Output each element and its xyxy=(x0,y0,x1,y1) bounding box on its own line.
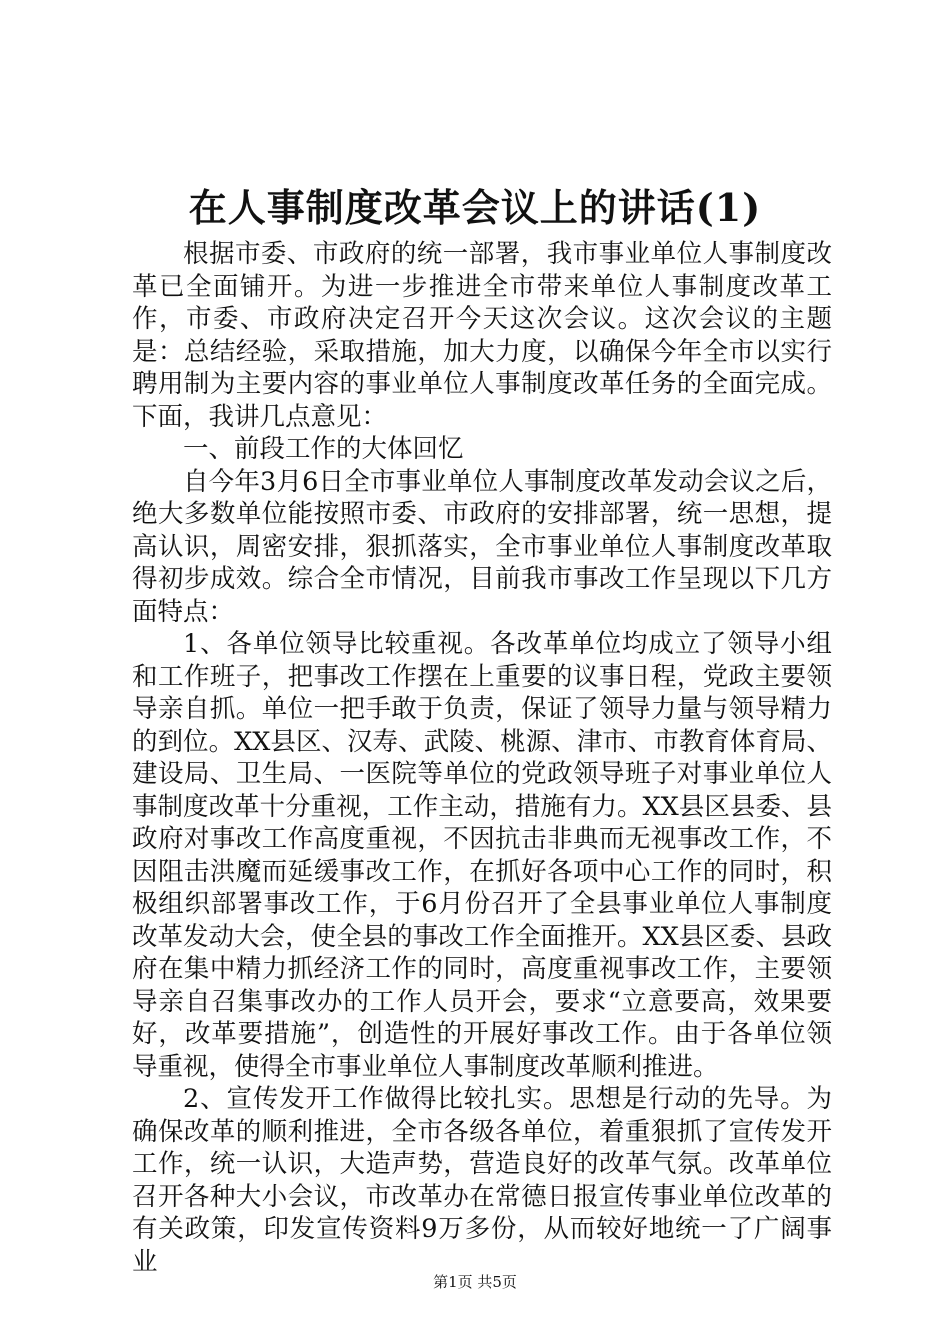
paragraph-intro: 根据市委、市政府的统一部署，我市事业单位人事制度改革已全面铺开。为进一步推进全市带来单位人事制度改革工作，市委、市政府决定召开今天这次会议。这次会议的主题是：总结经验，采取措施，加大力度，以确保今年全市以实行聘用制为主要内容的事业单位人事制度改革任务的全面完成。下面，我讲几点意见： xyxy=(132,239,832,432)
paragraph-point-1: 1、各单位领导比较重视。各改革单位均成立了领导小组和工作班子，把事改工作摆在上重要的议事日程，党政主要领导亲自抓。单位一把手敢于负责，保证了领导力量与领导精力的到位。XX县区、汉寿、武陵、桃源、津市、市教育体育局、建设局、卫生局、一医院等单位的党政领导班子对事业单位人事制度改革十分重视，工作主动，措施有力。XX县区县委、县政府对事改工作高度重视，不因抗击非典而无视事改工作，不因阻击洪魔而延缓事改工作，在抓好各项中心工作的同时，积极组织部署事改工作，于6月份召开了全县事业单位人事制度改革发动大会，使全县的事改工作全面推开。XX县区委、县政府在集中精力抓经济工作的同时，高度重视事改工作，主要领导亲自召集事改办的工作人员开会，要求“立意要高，效果要好，改革要措施”，创造性的开展好事改工作。由于各单位领导重视，使得全市事业单位人事制度改革顺利推进。 xyxy=(132,629,832,1082)
document-body xyxy=(132,238,832,1278)
document-title: 在人事制度改革会议上的讲话(1) xyxy=(188,185,762,230)
page-footer: 第1页 共5页 xyxy=(433,1273,517,1291)
section-heading: 一、前段工作的大体回忆 xyxy=(183,434,464,464)
paragraph-point-2: 2、宣传发开工作做得比较扎实。思想是行动的先导。为确保改革的顺利推进，全市各级各单位，着重狠抓了宣传发开工作，统一认识，大造声势，营造良好的改革气氛。改革单位召开各种大小会议，市改革办在常德日报宣传事业单位改革的有关政策，印发宣传资料9万多份，从而较好地统一了广阔事业 xyxy=(132,1084,832,1277)
paragraph-overview: 自今年3月6日全市事业单位人事制度改革发动会议之后，绝大多数单位能按照市委、市政府的安排部署，统一思想，提高认识，周密安排，狠抓落实，全市事业单位人事制度改革取得初步成效。综合全市情况，目前我市事改工作呈现以下几方面特点： xyxy=(132,466,832,627)
